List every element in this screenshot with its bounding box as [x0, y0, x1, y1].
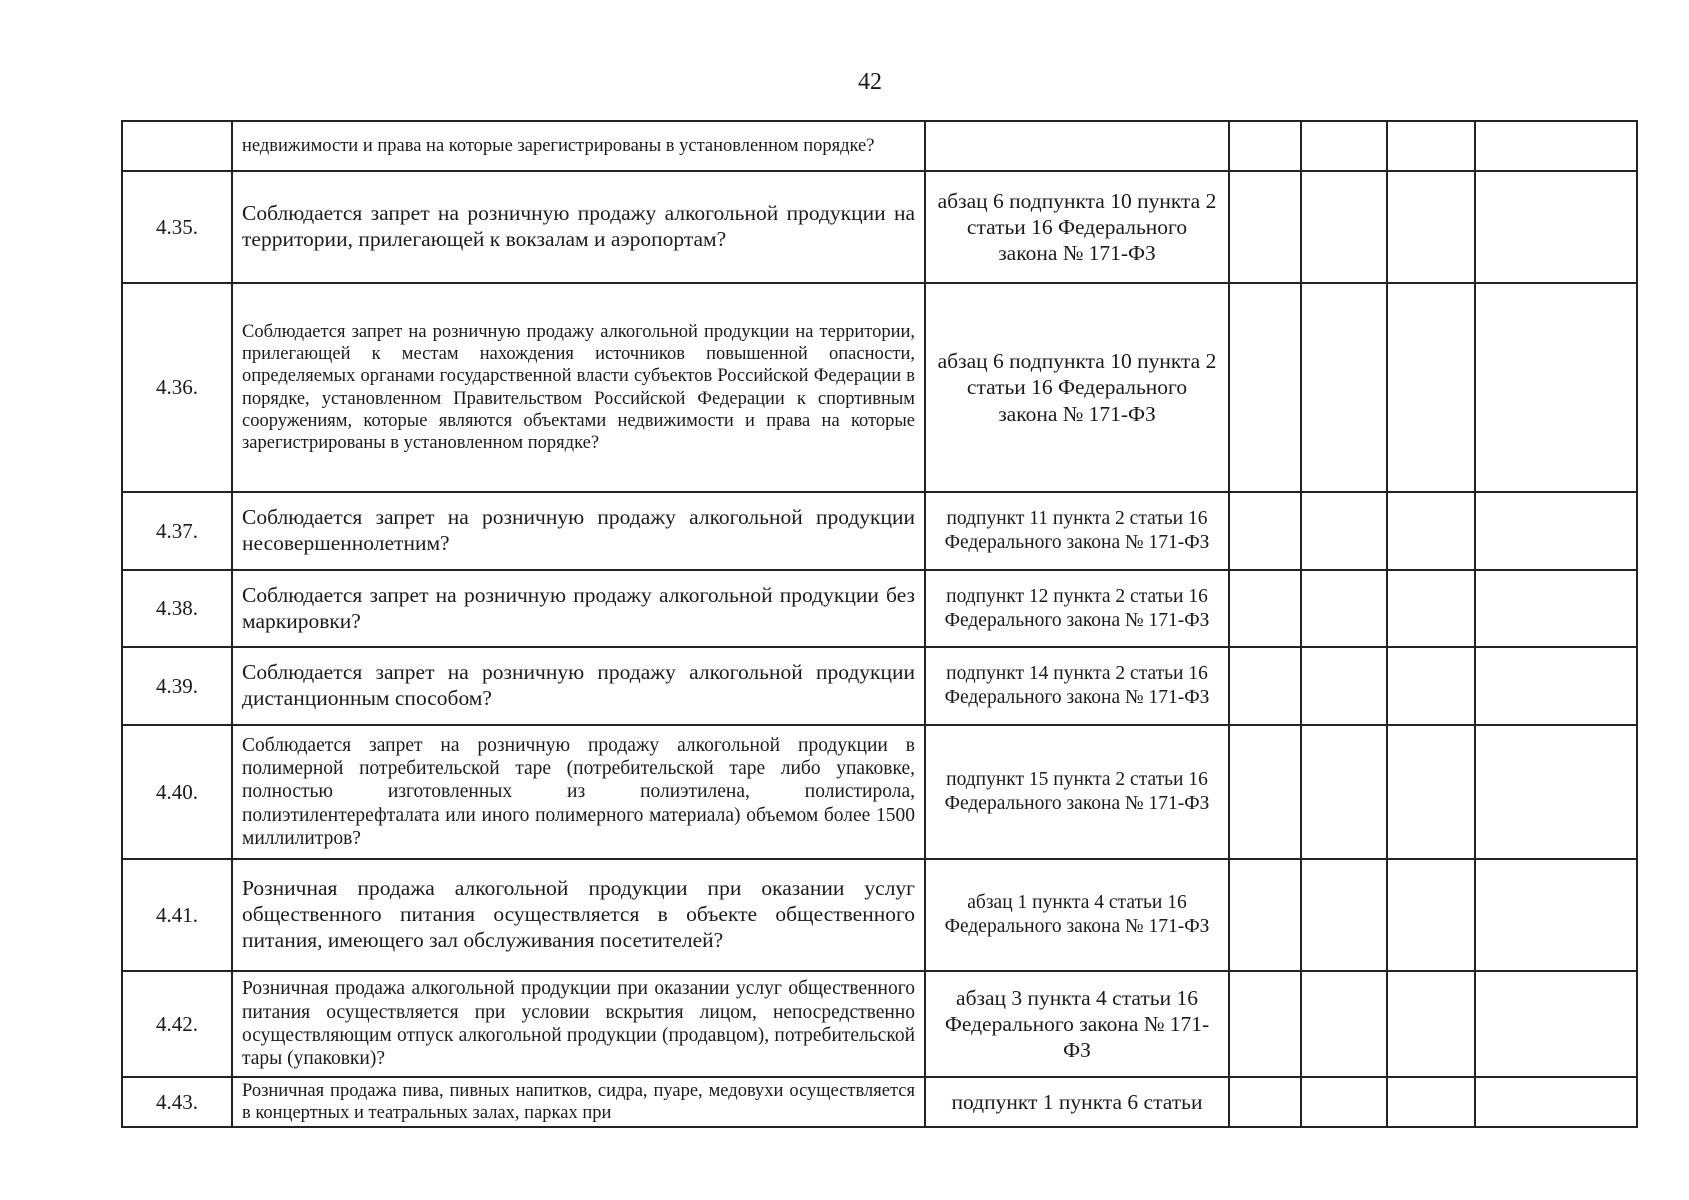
answer-yes-cell: [1229, 570, 1301, 647]
answer-no-cell: [1301, 492, 1387, 570]
question-text: Соблюдается запрет на розничную продажу алкогольной продукции на территории, прилегающей к вокзалам и аэропортам?: [232, 171, 925, 283]
note-cell: [1475, 1077, 1637, 1127]
legal-reference: подпункт 1 пункта 6 статьи: [925, 1077, 1229, 1127]
table-row: [122, 971, 1637, 1077]
answer-no-cell: [1301, 171, 1387, 283]
table-row: [122, 859, 1637, 971]
note-cell: [1475, 971, 1637, 1077]
table-row: [122, 1077, 1637, 1127]
table-row: [122, 121, 1637, 171]
legal-reference: абзац 6 подпункта 10 пункта 2 статьи 16 Федерального закона № 171-ФЗ: [925, 283, 1229, 492]
legal-reference: абзац 6 подпункта 10 пункта 2 статьи 16 Федерального закона № 171-ФЗ: [925, 171, 1229, 283]
question-text: Соблюдается запрет на розничную продажу алкогольной продукции дистанционным способом?: [232, 647, 925, 725]
item-number: 4.37.: [122, 492, 232, 570]
table-row: [122, 492, 1637, 570]
answer-no-cell: [1301, 725, 1387, 859]
item-number: 4.35.: [122, 171, 232, 283]
note-cell: [1475, 859, 1637, 971]
answer-no-cell: [1301, 121, 1387, 171]
legal-reference: [925, 121, 1229, 171]
legal-reference: абзац 3 пункта 4 статьи 16 Федерального закона № 171-ФЗ: [925, 971, 1229, 1077]
question-text: Соблюдается запрет на розничную продажу алкогольной продукции в полимерной потребительской таре (потребительской таре либо упаковке, полностью изготовленных из полиэтилена, полистирола, полиэтилентерефталата или иного полимерного материала) объемом более 1500 миллилитров?: [232, 725, 925, 859]
note-cell: [1475, 283, 1637, 492]
answer-na-cell: [1387, 171, 1475, 283]
answer-na-cell: [1387, 121, 1475, 171]
note-cell: [1475, 725, 1637, 859]
item-number: [122, 121, 232, 171]
answer-na-cell: [1387, 492, 1475, 570]
table-row: [122, 171, 1637, 283]
answer-na-cell: [1387, 283, 1475, 492]
answer-yes-cell: [1229, 492, 1301, 570]
answer-no-cell: [1301, 859, 1387, 971]
question-text: Соблюдается запрет на розничную продажу алкогольной продукции на территории, прилегающей к местам нахождения источников повышенной опасности, определяемых органами государственной власти субъектов Российской Федерации в порядке, установленном Правительством Российской Федерации к спортивным сооружениям, которые являются объектами недвижимости и права на которые зарегистрированы в установленном порядке?: [232, 283, 925, 492]
answer-no-cell: [1301, 283, 1387, 492]
legal-reference: подпункт 15 пункта 2 статьи 16 Федерального закона № 171-ФЗ: [925, 725, 1229, 859]
answer-na-cell: [1387, 570, 1475, 647]
answer-yes-cell: [1229, 725, 1301, 859]
note-cell: [1475, 647, 1637, 725]
page-number: 42: [858, 69, 882, 95]
answer-yes-cell: [1229, 171, 1301, 283]
answer-na-cell: [1387, 859, 1475, 971]
answer-yes-cell: [1229, 647, 1301, 725]
item-number: 4.38.: [122, 570, 232, 647]
item-number: 4.43.: [122, 1077, 232, 1127]
legal-reference: подпункт 12 пункта 2 статьи 16 Федерального закона № 171-ФЗ: [925, 570, 1229, 647]
legal-reference: подпункт 14 пункта 2 статьи 16 Федерального закона № 171-ФЗ: [925, 647, 1229, 725]
question-text: Соблюдается запрет на розничную продажу алкогольной продукции несовершеннолетним?: [232, 492, 925, 570]
question-text: Розничная продажа алкогольной продукции при оказании услуг общественного питания осуществляется в объекте общественного питания, имеющего зал обслуживания посетителей?: [232, 859, 925, 971]
answer-yes-cell: [1229, 859, 1301, 971]
question-text: Соблюдается запрет на розничную продажу алкогольной продукции без маркировки?: [232, 570, 925, 647]
table-row: [122, 570, 1637, 647]
item-number: 4.36.: [122, 283, 232, 492]
answer-na-cell: [1387, 971, 1475, 1077]
answer-no-cell: [1301, 570, 1387, 647]
answer-na-cell: [1387, 1077, 1475, 1127]
question-text: Розничная продажа алкогольной продукции при оказании услуг общественного питания осуществляется при условии вскрытия лицом, непосредственно осуществляющим отпуск алкогольной продукции (продавцом), потребительской тары (упаковки)?: [232, 971, 925, 1077]
item-number: 4.39.: [122, 647, 232, 725]
answer-no-cell: [1301, 647, 1387, 725]
question-text: Розничная продажа пива, пивных напитков, сидра, пуаре, медовухи осуществляется в концертных и театральных залах, парках при: [232, 1077, 925, 1127]
note-cell: [1475, 570, 1637, 647]
answer-na-cell: [1387, 725, 1475, 859]
question-text: недвижимости и права на которые зарегистрированы в установленном порядке?: [232, 121, 925, 171]
item-number: 4.40.: [122, 725, 232, 859]
note-cell: [1475, 492, 1637, 570]
answer-yes-cell: [1229, 1077, 1301, 1127]
table-row: [122, 725, 1637, 859]
answer-na-cell: [1387, 647, 1475, 725]
legal-reference: абзац 1 пункта 4 статьи 16 Федерального закона № 171-ФЗ: [925, 859, 1229, 971]
note-cell: [1475, 171, 1637, 283]
legal-reference: подпункт 11 пункта 2 статьи 16 Федерального закона № 171-ФЗ: [925, 492, 1229, 570]
item-number: 4.42.: [122, 971, 232, 1077]
answer-yes-cell: [1229, 971, 1301, 1077]
answer-yes-cell: [1229, 121, 1301, 171]
note-cell: [1475, 121, 1637, 171]
answer-no-cell: [1301, 1077, 1387, 1127]
checklist-table: [121, 120, 1638, 1128]
answer-no-cell: [1301, 971, 1387, 1077]
table-row: [122, 283, 1637, 492]
table-row: [122, 647, 1637, 725]
answer-yes-cell: [1229, 283, 1301, 492]
item-number: 4.41.: [122, 859, 232, 971]
